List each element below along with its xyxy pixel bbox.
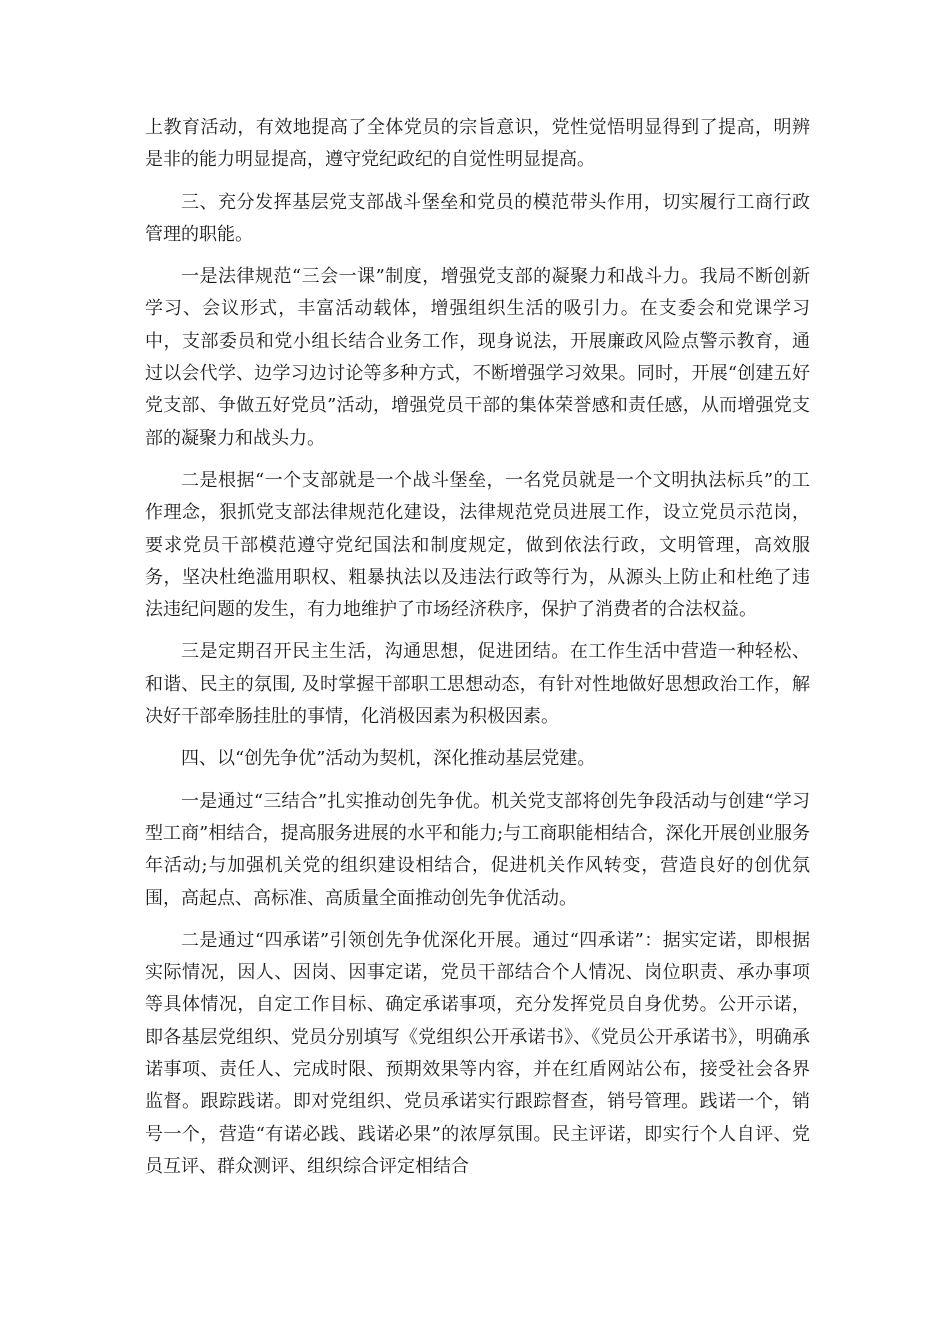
paragraph-section-four-heading: 四、以“创先争优”活动为契机，深化推动基层党建。	[181, 748, 596, 770]
paragraph-point-three: 三是定期召开民主生活，沟通思想，促进团结。在工作生活中营造一种轻松、和谐、民主的氛围, 及时掌握干部职工思想动态，有针对性地做好思想政治工作，解决好干部牵肠挂肚的事情，化消极因素为积极因素。	[145, 641, 810, 728]
paragraph-section-three-heading: 三、充分发挥基层党支部战斗堡垒和党员的模范带头作用，切实履行工商行政管理的职能。	[145, 191, 810, 245]
paragraph-continuation: 上教育活动，有效地提高了全体党员的宗旨意识，党性觉悟明显得到了提高，明辨是非的能力明显提高，遵守党纪政纪的自觉性明显提高。	[145, 117, 810, 171]
document-body	[145, 112, 810, 1193]
paragraph-section-four-point-one: 一是通过“三结合”扎实推动创先争优。机关党支部将创先争段活动与创建“学习型工商”相结合，提高服务进展的水平和能力;与工商职能相结合，深化开展创业服务年活动;与加强机关党的组织建设相结合，促进机关作风转变，营造良好的创优氛围，高起点、高标准、高质量全面推动创先争优活动。	[145, 790, 810, 909]
paragraph-section-four-point-two: 二是通过“四承诺”引领创先争优深化开展。通过“四承诺”：据实定诺，即根据实际情况，因人、因岗、因事定诺，党员干部结合个人情况、岗位职责、承办事项等具体情况，自定工作目标、确定承诺事项，充分发挥党员自身优势。公开示诺，即各基层党组织、党员分别填写《党组织公开承诺书》、《党员公开承诺书》，明确承诺事项、责任人、完成时限、预期效果等内容，并在红盾网站公布，接受社会各界监督。跟踪践诺。即对党组织、党员承诺实行跟踪督查，销号管理。践诺一个，销号一个，营造“有诺必践、践诺必果”的浓厚氛围。民主评诺，即实行个人自评、党员互评、群众测评、组织综合评定相结合	[145, 929, 810, 1177]
paragraph-point-one: 一是法律规范“三会一课”制度，增强党支部的凝聚力和战斗力。我局不断创新学习、会议形式，丰富活动载体，增强组织生活的吸引力。在支委会和党课学习中，支部委员和党小组长结合业务工作，现身说法，开展廉政风险点警示教育，通过以会代学、边学习边讨论等多种方式，不断增强学习效果。同时，开展“创建五好党支部、争做五好党员”活动，增强党员干部的集体荣誉感和责任感，从而增强党支部的凝聚力和战头力。	[145, 266, 810, 449]
paragraph-point-two: 二是根据“一个支部就是一个战斗堡垒，一名党员就是一个文明执法标兵”的工作理念，狠抓党支部法律规范化建设，法律规范党员进展工作，设立党员示范岗，要求党员干部模范遵守党纪国法和制度规定，做到依法行政，文明管理，高效服务，坚决杜绝滥用职权、粗暴执法以及违法行政等行为，从源头上防止和杜绝了违法违纪问题的发生，有力地维护了市场经济秩序，保护了消费者的合法权益。	[145, 469, 810, 621]
